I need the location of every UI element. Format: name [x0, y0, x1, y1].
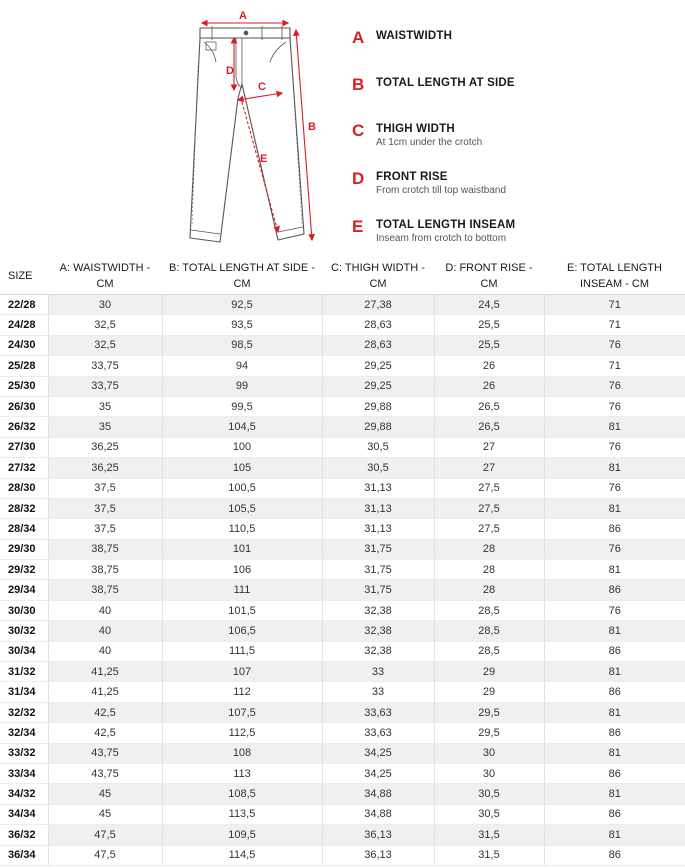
cell-size: 32/34	[0, 723, 48, 743]
cell-thigh-width: 31,75	[322, 539, 434, 559]
cell-total-length-side: 99	[162, 376, 322, 396]
cell-waistwidth: 33,75	[48, 356, 162, 376]
cell-inseam: 76	[544, 437, 685, 457]
cell-waistwidth: 30	[48, 295, 162, 315]
cell-inseam: 81	[544, 458, 685, 478]
cell-front-rise: 25,5	[434, 335, 544, 355]
table-row	[0, 662, 685, 682]
legend-title: FRONT RISE	[376, 171, 448, 183]
cell-inseam: 86	[544, 682, 685, 702]
cell-thigh-width: 33	[322, 682, 434, 702]
cell-size: 29/32	[0, 560, 48, 580]
cell-size: 27/30	[0, 437, 48, 457]
cell-total-length-side: 101	[162, 539, 322, 559]
cell-thigh-width: 28,63	[322, 335, 434, 355]
table-row	[0, 335, 685, 355]
table-row	[0, 825, 685, 845]
cell-total-length-side: 107	[162, 662, 322, 682]
cell-front-rise: 26,5	[434, 417, 544, 437]
cell-inseam: 81	[544, 417, 685, 437]
cell-thigh-width: 31,13	[322, 478, 434, 498]
cell-waistwidth: 32,5	[48, 315, 162, 335]
table-row	[0, 356, 685, 376]
cell-inseam: 81	[544, 662, 685, 682]
cell-waistwidth: 41,25	[48, 682, 162, 702]
cell-size: 36/32	[0, 825, 48, 845]
cell-size: 31/34	[0, 682, 48, 702]
cell-thigh-width: 36,13	[322, 845, 434, 865]
table-row	[0, 702, 685, 722]
cell-thigh-width: 30,5	[322, 437, 434, 457]
cell-front-rise: 30	[434, 743, 544, 763]
cell-size: 25/28	[0, 356, 48, 376]
cell-inseam: 81	[544, 702, 685, 722]
cell-size: 32/32	[0, 702, 48, 722]
cell-total-length-side: 114,5	[162, 845, 322, 865]
table-row	[0, 458, 685, 478]
legend-title: WAISTWIDTH	[376, 30, 453, 42]
cell-waistwidth: 45	[48, 804, 162, 824]
cell-front-rise: 30	[434, 763, 544, 783]
cell-waistwidth: 36,25	[48, 437, 162, 457]
column-header-front-rise: D: FRONT RISE - CM	[434, 258, 544, 295]
cell-total-length-side: 108	[162, 743, 322, 763]
cell-waistwidth: 42,5	[48, 723, 162, 743]
cell-front-rise: 28	[434, 539, 544, 559]
cell-front-rise: 29	[434, 682, 544, 702]
cell-inseam: 86	[544, 580, 685, 600]
cell-inseam: 81	[544, 825, 685, 845]
cell-front-rise: 26	[434, 356, 544, 376]
cell-thigh-width: 30,5	[322, 458, 434, 478]
cell-size: 28/30	[0, 478, 48, 498]
cell-thigh-width: 32,38	[322, 621, 434, 641]
cell-total-length-side: 94	[162, 356, 322, 376]
legend-letter: C	[352, 121, 365, 140]
cell-front-rise: 27,5	[434, 478, 544, 498]
cell-size: 30/34	[0, 641, 48, 661]
table-header-row	[0, 258, 685, 295]
cell-front-rise: 29	[434, 662, 544, 682]
table-row	[0, 376, 685, 396]
legend-letter: E	[352, 217, 364, 236]
legend-item-e	[352, 217, 682, 247]
cell-inseam: 76	[544, 539, 685, 559]
cell-inseam: 71	[544, 356, 685, 376]
cell-size: 36/34	[0, 845, 48, 865]
cell-total-length-side: 105	[162, 458, 322, 478]
legend-subtitle: From crotch till top waistband	[376, 185, 507, 196]
cell-waistwidth: 37,5	[48, 498, 162, 518]
cell-front-rise: 31,5	[434, 825, 544, 845]
cell-total-length-side: 107,5	[162, 702, 322, 722]
cell-inseam: 81	[544, 498, 685, 518]
cell-front-rise: 27,5	[434, 498, 544, 518]
measurement-diagram	[0, 0, 685, 258]
cell-thigh-width: 34,25	[322, 743, 434, 763]
cell-inseam: 86	[544, 763, 685, 783]
cell-size: 22/28	[0, 295, 48, 315]
cell-front-rise: 25,5	[434, 315, 544, 335]
table-row	[0, 417, 685, 437]
cell-total-length-side: 108,5	[162, 784, 322, 804]
cell-thigh-width: 29,88	[322, 417, 434, 437]
cell-waistwidth: 43,75	[48, 743, 162, 763]
table-row	[0, 498, 685, 518]
cell-front-rise: 27	[434, 437, 544, 457]
cell-inseam: 81	[544, 743, 685, 763]
cell-front-rise: 29,5	[434, 702, 544, 722]
table-row	[0, 763, 685, 783]
legend-letter: B	[352, 75, 365, 94]
cell-thigh-width: 29,88	[322, 396, 434, 416]
cell-waistwidth: 40	[48, 600, 162, 620]
cell-total-length-side: 112,5	[162, 723, 322, 743]
cell-inseam: 71	[544, 315, 685, 335]
cell-front-rise: 29,5	[434, 723, 544, 743]
cell-waistwidth: 38,75	[48, 560, 162, 580]
cell-inseam: 86	[544, 519, 685, 539]
cell-front-rise: 26	[434, 376, 544, 396]
cell-thigh-width: 31,13	[322, 519, 434, 539]
cell-front-rise: 28	[434, 560, 544, 580]
cell-front-rise: 28	[434, 580, 544, 600]
cell-waistwidth: 37,5	[48, 519, 162, 539]
cell-front-rise: 28,5	[434, 600, 544, 620]
cell-total-length-side: 113	[162, 763, 322, 783]
cell-total-length-side: 104,5	[162, 417, 322, 437]
diagram-label-d: D	[226, 65, 234, 77]
cell-inseam: 81	[544, 621, 685, 641]
table-row	[0, 539, 685, 559]
cell-waistwidth: 36,25	[48, 458, 162, 478]
cell-front-rise: 24,5	[434, 295, 544, 315]
cell-thigh-width: 28,63	[322, 315, 434, 335]
table-row	[0, 682, 685, 702]
cell-thigh-width: 29,25	[322, 376, 434, 396]
cell-total-length-side: 112	[162, 682, 322, 702]
cell-size: 27/32	[0, 458, 48, 478]
cell-waistwidth: 47,5	[48, 825, 162, 845]
cell-inseam: 81	[544, 560, 685, 580]
cell-thigh-width: 29,25	[322, 356, 434, 376]
cell-inseam: 76	[544, 478, 685, 498]
cell-size: 29/30	[0, 539, 48, 559]
cell-total-length-side: 98,5	[162, 335, 322, 355]
cell-thigh-width: 34,88	[322, 804, 434, 824]
table-body	[0, 295, 685, 866]
cell-waistwidth: 37,5	[48, 478, 162, 498]
cell-front-rise: 27	[434, 458, 544, 478]
legend-title: TOTAL LENGTH AT SIDE	[376, 77, 515, 89]
table-row	[0, 621, 685, 641]
cell-size: 29/34	[0, 580, 48, 600]
cell-total-length-side: 105,5	[162, 498, 322, 518]
cell-inseam: 71	[544, 295, 685, 315]
cell-size: 25/30	[0, 376, 48, 396]
cell-size: 33/34	[0, 763, 48, 783]
cell-size: 34/32	[0, 784, 48, 804]
table-row	[0, 784, 685, 804]
jeans-illustration	[178, 6, 328, 250]
cell-waistwidth: 35	[48, 417, 162, 437]
legend-item-d	[352, 169, 682, 199]
legend-letter: D	[352, 169, 365, 188]
table-row	[0, 295, 685, 315]
cell-inseam: 76	[544, 335, 685, 355]
legend-subtitle: Inseam from crotch to bottom	[376, 233, 507, 244]
cell-thigh-width: 31,75	[322, 560, 434, 580]
cell-front-rise: 26,5	[434, 396, 544, 416]
cell-thigh-width: 36,13	[322, 825, 434, 845]
legend-item-b	[352, 75, 682, 105]
legend-title: TOTAL LENGTH INSEAM	[376, 219, 516, 231]
cell-waistwidth: 35	[48, 396, 162, 416]
cell-inseam: 86	[544, 641, 685, 661]
cell-size: 30/30	[0, 600, 48, 620]
cell-waistwidth: 41,25	[48, 662, 162, 682]
cell-waistwidth: 33,75	[48, 376, 162, 396]
cell-inseam: 76	[544, 600, 685, 620]
cell-inseam: 81	[544, 784, 685, 804]
cell-thigh-width: 33,63	[322, 723, 434, 743]
cell-size: 34/34	[0, 804, 48, 824]
diagram-label-a: A	[239, 10, 247, 22]
column-header-total-length-side: B: TOTAL LENGTH AT SIDE - CM	[162, 258, 322, 295]
column-header-inseam: E: TOTAL LENGTH INSEAM - CM	[544, 258, 685, 295]
table-row	[0, 845, 685, 865]
table-row	[0, 743, 685, 763]
cell-size: 31/32	[0, 662, 48, 682]
cell-waistwidth: 38,75	[48, 580, 162, 600]
cell-front-rise: 27,5	[434, 519, 544, 539]
column-header-size: SIZE	[0, 258, 48, 295]
cell-total-length-side: 113,5	[162, 804, 322, 824]
cell-waistwidth: 42,5	[48, 702, 162, 722]
cell-waistwidth: 47,5	[48, 845, 162, 865]
cell-size: 24/28	[0, 315, 48, 335]
cell-size: 26/30	[0, 396, 48, 416]
legend-title: THIGH WIDTH	[376, 123, 455, 135]
cell-total-length-side: 99,5	[162, 396, 322, 416]
cell-total-length-side: 100,5	[162, 478, 322, 498]
table-row	[0, 519, 685, 539]
cell-total-length-side: 93,5	[162, 315, 322, 335]
cell-thigh-width: 32,38	[322, 641, 434, 661]
legend-letter: A	[352, 28, 365, 47]
cell-size: 28/34	[0, 519, 48, 539]
cell-waistwidth: 45	[48, 784, 162, 804]
cell-waistwidth: 40	[48, 621, 162, 641]
cell-waistwidth: 40	[48, 641, 162, 661]
cell-front-rise: 31,5	[434, 845, 544, 865]
cell-total-length-side: 111,5	[162, 641, 322, 661]
cell-thigh-width: 33	[322, 662, 434, 682]
diagram-label-c: C	[258, 81, 266, 93]
size-chart-table	[0, 258, 685, 866]
cell-total-length-side: 106,5	[162, 621, 322, 641]
cell-total-length-side: 109,5	[162, 825, 322, 845]
table-row	[0, 580, 685, 600]
cell-front-rise: 30,5	[434, 784, 544, 804]
cell-inseam: 76	[544, 396, 685, 416]
table-row	[0, 560, 685, 580]
cell-size: 30/32	[0, 621, 48, 641]
cell-thigh-width: 33,63	[322, 702, 434, 722]
cell-thigh-width: 34,88	[322, 784, 434, 804]
legend-subtitle: At 1cm under the crotch	[376, 137, 483, 148]
cell-thigh-width: 31,75	[322, 580, 434, 600]
cell-total-length-side: 92,5	[162, 295, 322, 315]
legend-item-a	[352, 28, 682, 58]
cell-front-rise: 28,5	[434, 641, 544, 661]
cell-size: 26/32	[0, 417, 48, 437]
table-row	[0, 437, 685, 457]
cell-waistwidth: 43,75	[48, 763, 162, 783]
cell-inseam: 86	[544, 804, 685, 824]
cell-total-length-side: 100	[162, 437, 322, 457]
table-row	[0, 396, 685, 416]
table-row	[0, 641, 685, 661]
cell-total-length-side: 110,5	[162, 519, 322, 539]
cell-total-length-side: 101,5	[162, 600, 322, 620]
cell-size: 28/32	[0, 498, 48, 518]
cell-front-rise: 30,5	[434, 804, 544, 824]
table-row	[0, 478, 685, 498]
cell-inseam: 86	[544, 845, 685, 865]
cell-waistwidth: 38,75	[48, 539, 162, 559]
column-header-thigh-width: C: THIGH WIDTH - CM	[322, 258, 434, 295]
cell-total-length-side: 106	[162, 560, 322, 580]
diagram-label-e: E	[260, 153, 268, 165]
cell-front-rise: 28,5	[434, 621, 544, 641]
legend-item-c	[352, 121, 682, 151]
cell-thigh-width: 27,38	[322, 295, 434, 315]
cell-size: 33/32	[0, 743, 48, 763]
column-header-waistwidth: A: WAISTWIDTH - CM	[48, 258, 162, 295]
table-row	[0, 600, 685, 620]
cell-thigh-width: 34,25	[322, 763, 434, 783]
table-row	[0, 315, 685, 335]
cell-total-length-side: 111	[162, 580, 322, 600]
cell-thigh-width: 32,38	[322, 600, 434, 620]
table-row	[0, 804, 685, 824]
cell-inseam: 86	[544, 723, 685, 743]
cell-thigh-width: 31,13	[322, 498, 434, 518]
cell-size: 24/30	[0, 335, 48, 355]
table-row	[0, 723, 685, 743]
cell-inseam: 76	[544, 376, 685, 396]
diagram-label-b: B	[308, 121, 316, 133]
cell-waistwidth: 32,5	[48, 335, 162, 355]
